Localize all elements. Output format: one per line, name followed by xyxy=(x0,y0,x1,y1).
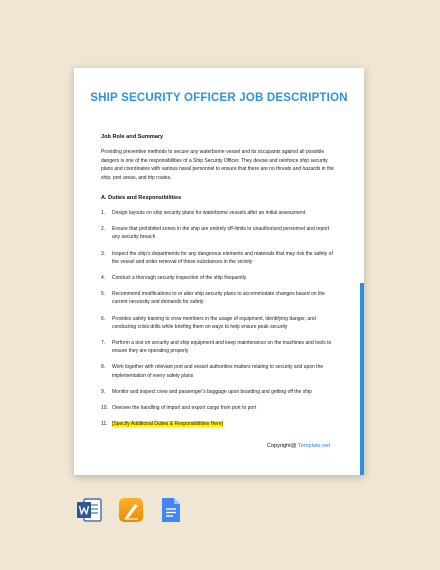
list-item: 6. Provides safety training to crew members in the usage of equipment, identifying danger, and conducting crisis drills while briefing them on ways to help ensure peak security xyxy=(101,315,316,330)
list-item: 1. Design layouts on ship security plans for waterborne vessels after an initial assessment xyxy=(101,210,306,216)
list-item: 8. Work together with relevant port and vessel authorities matters relating to security and upon the implementation of every safety plans xyxy=(101,364,324,379)
list-item: 9. Monitor and inspect crew and passenger’s baggage upon boarding and getting off the ship xyxy=(101,388,312,395)
list-item: 5. Recommend modifications to or alter ship security plans to accommodate changes based on the current necessity and demands for safety xyxy=(101,291,325,306)
list-item: 7. Perform a test on security and ship equipment and keep maintenance on the machines and tools to ensure they are operating properly xyxy=(101,340,332,355)
document-title: SHIP SECURITY OFFICER JOB DESCRIPTION xyxy=(90,92,348,104)
list-item: 10. Oversee the handling of import and export cargo from port to port xyxy=(101,405,257,412)
section-heading-summary: Job Role and Summary xyxy=(101,134,164,140)
copyright-line xyxy=(267,443,330,449)
duties-list xyxy=(101,209,336,436)
list-item-placeholder: 11. [Specify Additional Duties & Responsibilities Here] xyxy=(101,421,223,428)
summary-paragraph: Providing preventive methods to secure any waterborne vessel and its occupants against all possible dangers is one of the responsibilities of a Ship Security Officer. They devise and reinforce ship security plans and coordinates with various naval personnel to ensure that there are no threats and hazards in the ship, port areas, and trip routes. xyxy=(101,149,334,181)
list-item: 2. Ensure that prohibited zones in the ship are entirely off-limits to unauthorized personnel and report any security breach xyxy=(101,226,330,241)
copyright-prefix: Copyright@ xyxy=(266,443,297,449)
accent-bar xyxy=(360,283,364,475)
list-item: 3. Inspect the ship’s departments for any dangerous elements and materials that may risk the safety of the vessel and order removal of these substances in the vicinity xyxy=(101,250,333,265)
pages-icon[interactable] xyxy=(118,497,144,528)
google-docs-icon[interactable] xyxy=(160,497,182,528)
document-page xyxy=(74,68,364,475)
word-icon[interactable] xyxy=(76,497,102,528)
template-link[interactable]: Template.net xyxy=(297,443,330,449)
section-heading-duties: A. Duties and Responsibilities xyxy=(101,195,182,201)
list-item: 4. Conduct a thorough security inspection of the ship frequently xyxy=(101,275,247,282)
